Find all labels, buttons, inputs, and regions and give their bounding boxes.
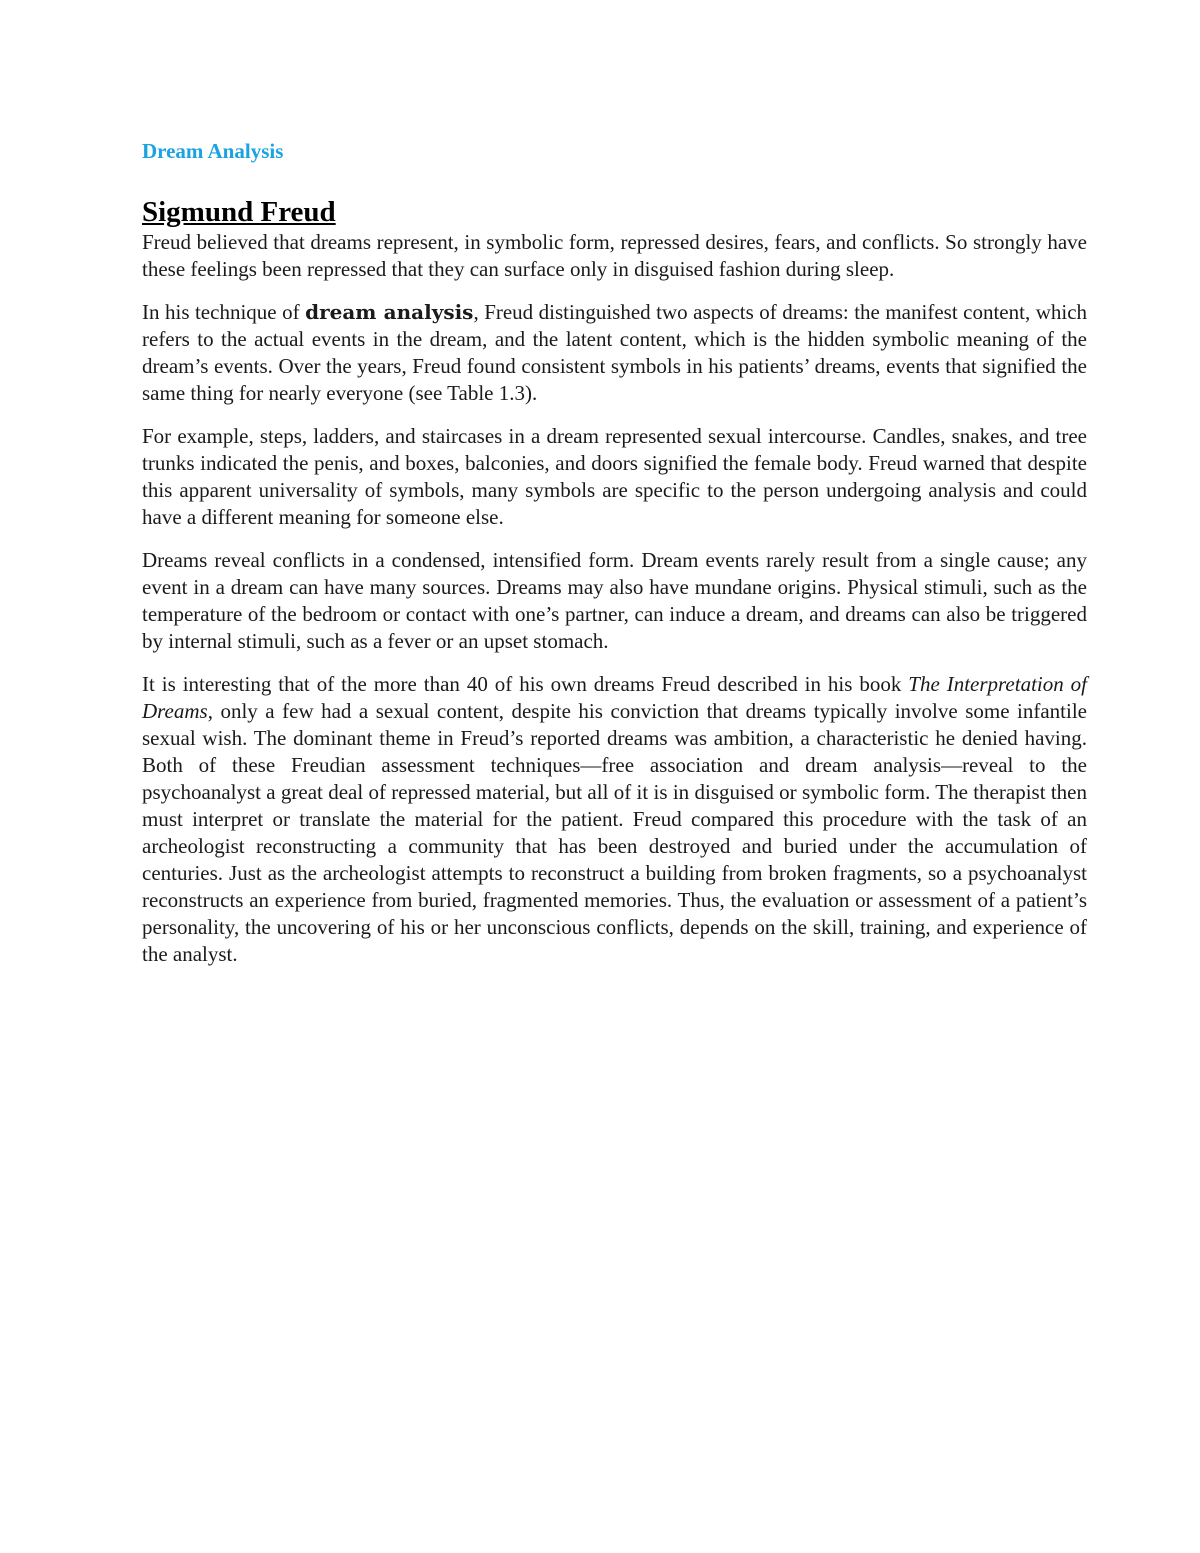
paragraph-5-text-c: , only a few had a sexual content, despite his conviction that dreams typically involve some infantile sexual wish. The dominant theme in Freud’s reported dreams was ambition, a characteristic he denied having. Both of these Freudian assessment techniques—free association and dream analysis—reveal to the psychoanalyst a great deal of repressed material, but all of it is in disguised or symbolic form. The therapist then must interpret or translate the material for the patient. Freud compared this procedure with the task of an archeologist reconstructing a community that has been destroyed and buried under the accumulation of centuries. Just as the archeologist attempts to reconstruct a building from broken fragments, so a psychoanalyst reconstructs an experience from buried, fragmented memories. Thus, the evaluation or assessment of a patient’s personality, the uncovering of his or her unconscious conflicts, depends on the skill, training, and experience of the analyst. <box>142 699 1087 966</box>
paragraph-2 <box>142 299 1087 407</box>
paragraph-2-text-a: In his technique of <box>142 300 306 324</box>
paragraph-2-bold-term: dream analysis <box>305 300 474 324</box>
paragraph-4: Dreams reveal conflicts in a condensed, intensified form. Dream events rarely result from a single cause; any event in a dream can have many sources. Dreams may also have mundane origins. Physical stimuli, such as the temperature of the bedroom or contact with one’s partner, can induce a dream, and dreams can also be triggered by internal stimuli, such as a fever or an upset stomach. <box>142 548 1087 653</box>
document-page <box>142 138 1087 984</box>
paragraph-2-text-c: , Freud distinguished two aspects of dreams: the manifest content, which refers to the actual events in the dream, and the latent content, which is the hidden symbolic meaning of the dream’s events. Over the years, Freud found consistent symbols in his patients’ dreams, events that signified the same thing for nearly everyone (see Table 1.3). <box>142 300 1088 405</box>
paragraph-3: For example, steps, ladders, and staircases in a dream represented sexual intercourse. Candles, snakes, and tree trunks indicated the penis, and boxes, balconies, and doors signified the female body. Freud warned that despite this apparent universality of symbols, many symbols are specific to the person undergoing analysis and could have a different meaning for someone else. <box>142 424 1087 529</box>
paragraph-5-book-title: The Interpretation of Dreams <box>142 672 1087 723</box>
page-title: Sigmund Freud <box>142 196 336 228</box>
section-label: Dream Analysis <box>142 139 284 163</box>
paragraph-5 <box>142 671 1087 968</box>
paragraph-1: Freud believed that dreams represent, in symbolic form, repressed desires, fears, and conflicts. So strongly have these feelings been repressed that they can surface only in disguised fashion during sleep. <box>142 230 1087 281</box>
paragraph-5-text-a: It is interesting that of the more than 40 of his own dreams Freud described in his book <box>142 672 909 696</box>
